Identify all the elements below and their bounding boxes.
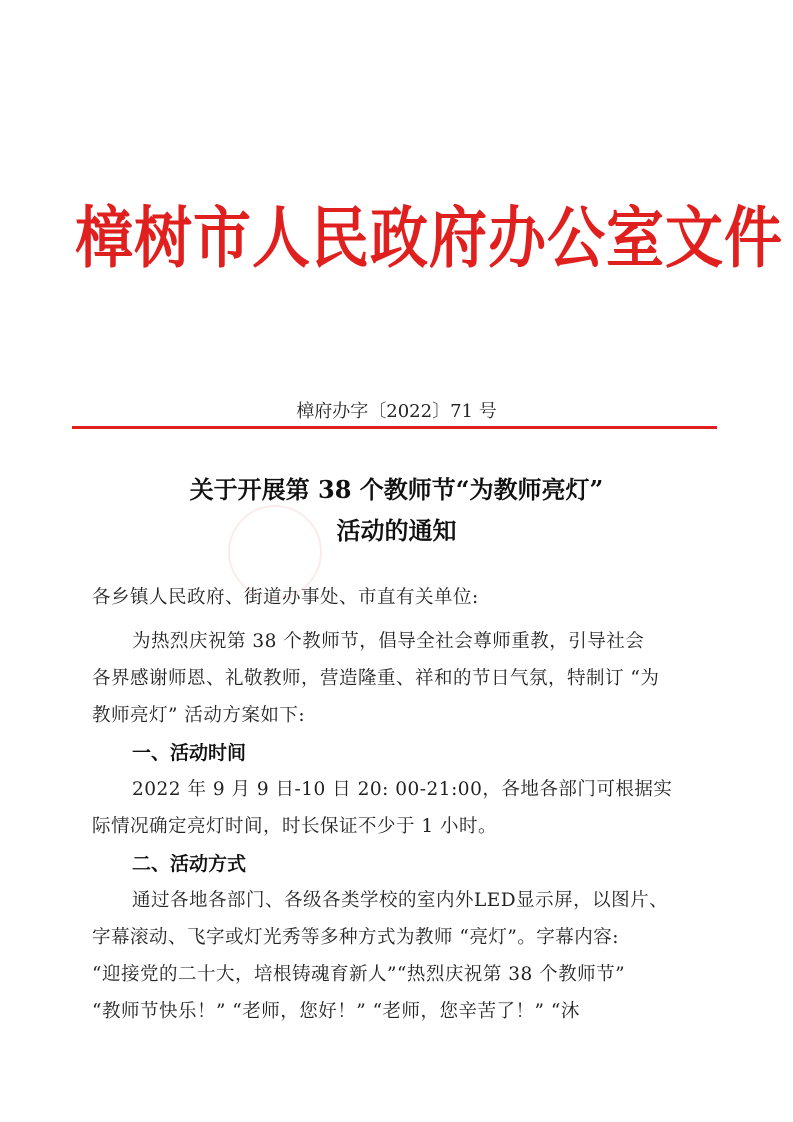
section-heading-activity-time: 一、活动时间 [132,742,247,764]
notice-title-line-2: 活动的通知 [336,516,457,545]
paragraph-line: 际情况确定亮灯时间，时长保证不少于 1 小时。 [92,816,498,837]
paragraph-line: 字幕滚动、飞字或灯光秀等多种方式为教师 “亮灯”。字幕内容: [92,927,620,948]
section-heading-activity-method: 二、活动方式 [132,853,247,875]
paragraph-line: 通过各地各部门、各级各类学校的室内外LED显示屏，以图片、 [132,890,669,911]
notice-title-line-1: 关于开展第 38 个教师节“为教师亮灯” [189,475,604,504]
salutation: 各乡镇人民政府、街道办事处、市直有关单位: [92,587,479,608]
paragraph-line: “迎接党的二十大，培根铸魂育新人”“热烈庆祝第 38 个教师节” [92,964,626,985]
document-number: 樟府办字〔2022〕71 号 [296,401,497,422]
paragraph-line: 为热烈庆祝第 38 个教师节，倡导全社会尊师重教，引导社会 [132,631,645,652]
red-divider-line [72,426,717,429]
paragraph-line: 教师亮灯” 活动方案如下: [92,705,306,726]
paragraph-line: 2022 年 9 月 9 日-10 日 20: 00-21:00，各地各部门可根据实 [132,779,673,800]
agency-document-header: 樟树市人民政府办公室文件 [75,198,784,278]
paragraph-line: “教师节快乐！” “老师，您好！” “老师，您辛苦了！” “沐 [92,1001,580,1022]
paragraph-line: 各界感谢师恩、礼敬教师，营造隆重、祥和的节日气氛，特制订 “为 [92,668,660,689]
